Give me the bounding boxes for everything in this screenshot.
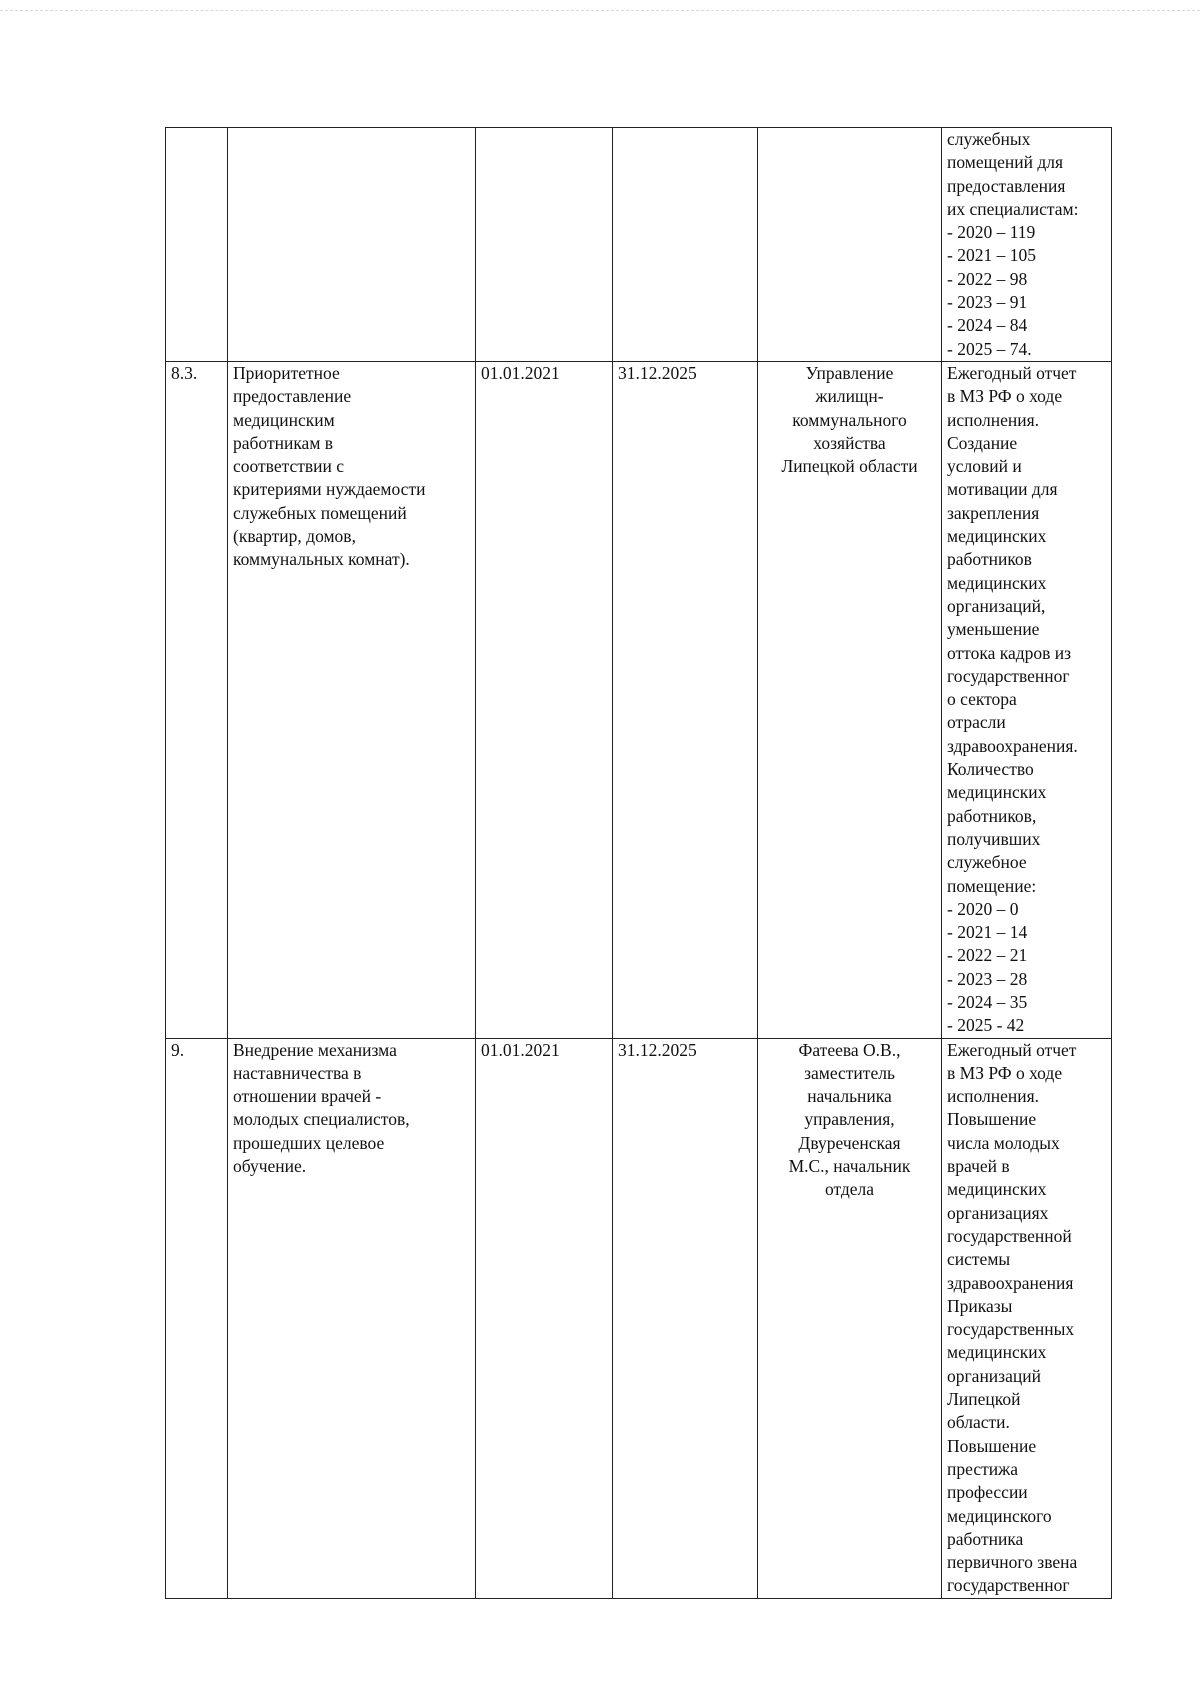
plan-table [165, 127, 1112, 1599]
event-line: отношении врачей - [233, 1086, 382, 1107]
result-line: уменьшение [947, 619, 1040, 640]
event-line: обучение. [233, 1156, 307, 1177]
result-line: Повышение [947, 1109, 1037, 1130]
result-cell [942, 361, 1112, 1038]
event-line: наставничества в [233, 1062, 362, 1083]
event-cell [228, 1038, 476, 1598]
result-line: Повышение [947, 1435, 1037, 1456]
event-line: (квартир, домов, [233, 526, 356, 547]
result-line: - 2021 – 105 [947, 245, 1036, 266]
result-line: закрепления [947, 502, 1040, 523]
result-cell [942, 128, 1112, 362]
start-date-cell [476, 128, 613, 362]
result-line: медицинских [947, 782, 1047, 803]
result-line: - 2020 – 0 [947, 898, 1019, 919]
result-line: медицинских [947, 1342, 1047, 1363]
result-line: Ежегодный отчет [947, 1039, 1077, 1060]
result-line: работника [947, 1528, 1024, 1549]
end-date: 31.12.2025 [618, 1039, 697, 1060]
result-line: Ежегодный отчет [947, 362, 1077, 383]
table-row-8-3 [166, 361, 1112, 1038]
event-line [233, 432, 470, 455]
responsible-line: Липецкой области [781, 456, 918, 477]
result-line: медицинских [947, 572, 1047, 593]
result-line: - 2025 - 42 [947, 1015, 1025, 1036]
result-line: - 2021 – 14 [947, 922, 1028, 943]
responsible-cell [758, 361, 942, 1038]
event-line: медицинским [233, 409, 335, 430]
start-date-cell [476, 361, 613, 1038]
start-date: 01.01.2021 [481, 1039, 560, 1060]
result-line: - 2020 – 119 [947, 222, 1036, 243]
result-line: исполнения. [947, 409, 1040, 430]
result-line: государственных [947, 1319, 1075, 1340]
responsible-line: заместитель [804, 1062, 895, 1083]
responsible-line: отдела [824, 1179, 875, 1200]
result-line: государственног [947, 665, 1070, 686]
result-line: Приказы [947, 1295, 1013, 1316]
end-date-cell [613, 361, 758, 1038]
row-number: 9. [171, 1039, 185, 1060]
responsible-line: управления, [804, 1109, 895, 1130]
result-line: в МЗ РФ о ходе [947, 1062, 1063, 1083]
event-line: молодых специалистов, [233, 1109, 410, 1130]
result-line: организациях [947, 1202, 1049, 1223]
result-line: области. [947, 1412, 1010, 1433]
event-cell [228, 128, 476, 362]
end-date-cell [613, 128, 758, 362]
event-line: критериями нуждаемости [233, 479, 426, 500]
row-number-cell [166, 361, 228, 1038]
table-row-continuation [166, 128, 1112, 362]
event-line: Приоритетное [233, 362, 340, 383]
result-line: - 2022 – 21 [947, 945, 1028, 966]
result-line: государственной [947, 1225, 1072, 1246]
scan-edge-line [0, 10, 1200, 11]
result-line: медицинских [947, 1179, 1047, 1200]
event-line: служебных помещений [233, 502, 407, 523]
result-line: врачей в [947, 1156, 1010, 1177]
result-line: профессии [947, 1482, 1028, 1503]
result-line: в МЗ РФ о ходе [947, 386, 1063, 407]
result-line: числа молодых [947, 1132, 1060, 1153]
event-cell [228, 361, 476, 1038]
responsible-line: Управление [805, 362, 894, 383]
responsible-line: жилищн- [815, 386, 884, 407]
start-date: 01.01.2021 [481, 362, 560, 383]
result-line: - 2023 – 28 [947, 968, 1028, 989]
result-line: первичного звена [947, 1552, 1078, 1573]
result-line: престижа [947, 1458, 1018, 1479]
result-line: организаций, [947, 595, 1046, 616]
result-line: здравоохранения. [947, 735, 1078, 756]
result-line: - 2024 – 35 [947, 991, 1028, 1012]
result-line: медицинских [947, 526, 1047, 547]
result-line: мотивации для [947, 479, 1058, 500]
row-number: 8.3. [171, 362, 198, 383]
responsible-line: М.С., начальник [788, 1156, 911, 1177]
result-line: о сектора [947, 689, 1017, 710]
result-line: организаций [947, 1365, 1041, 1386]
result-line: помещений для [947, 152, 1064, 173]
start-date-cell [476, 1038, 613, 1598]
responsible-line: Двуреченская [798, 1132, 901, 1153]
result-line: исполнения. [947, 1086, 1040, 1107]
responsible-line: хозяйства [813, 432, 886, 453]
result-line: условий и [947, 456, 1022, 477]
result-line: - 2025 – 74. [947, 338, 1032, 359]
result-line: оттока кадров из [947, 642, 1072, 663]
result-line: их специалистам: [947, 198, 1079, 219]
responsible-cell [758, 128, 942, 362]
result-line: Создание [947, 432, 1018, 453]
result-line: государственног [947, 1575, 1070, 1596]
result-line: медицинского [947, 1505, 1052, 1526]
responsible-cell [758, 1038, 942, 1598]
result-line: получивших [947, 828, 1041, 849]
table-row-9 [166, 1038, 1112, 1598]
result-line: Липецкой [947, 1389, 1021, 1410]
result-line: предоставления [947, 175, 1066, 196]
result-line: системы [947, 1249, 1011, 1270]
result-line: Количество [947, 759, 1034, 780]
event-line: прошедших целевое [233, 1132, 385, 1153]
result-line: служебное [947, 852, 1027, 873]
result-line: - 2023 – 91 [947, 292, 1028, 313]
end-date: 31.12.2025 [618, 362, 697, 383]
responsible-line: начальника [807, 1086, 892, 1107]
event-word: работникам в [233, 432, 334, 453]
responsible-line: коммунального [792, 409, 907, 430]
result-line: здравоохранения [947, 1272, 1074, 1293]
event-line: соответствии с [233, 456, 345, 477]
result-line: работников [947, 549, 1032, 570]
event-line: коммунальных комнат). [233, 549, 410, 570]
row-number-cell [166, 128, 228, 362]
result-line: служебных [947, 129, 1031, 149]
result-line: - 2024 – 84 [947, 315, 1028, 336]
result-line: помещение: [947, 875, 1037, 896]
responsible-line: Фатеева О.В., [798, 1039, 901, 1060]
result-line: работников, [947, 805, 1037, 826]
result-cell [942, 1038, 1112, 1598]
end-date-cell [613, 1038, 758, 1598]
event-line: предоставление [233, 386, 352, 407]
row-number-cell [166, 1038, 228, 1598]
result-line: - 2022 – 98 [947, 268, 1028, 289]
event-line: Внедрение механизма [233, 1039, 397, 1060]
result-line: отрасли [947, 712, 1006, 733]
